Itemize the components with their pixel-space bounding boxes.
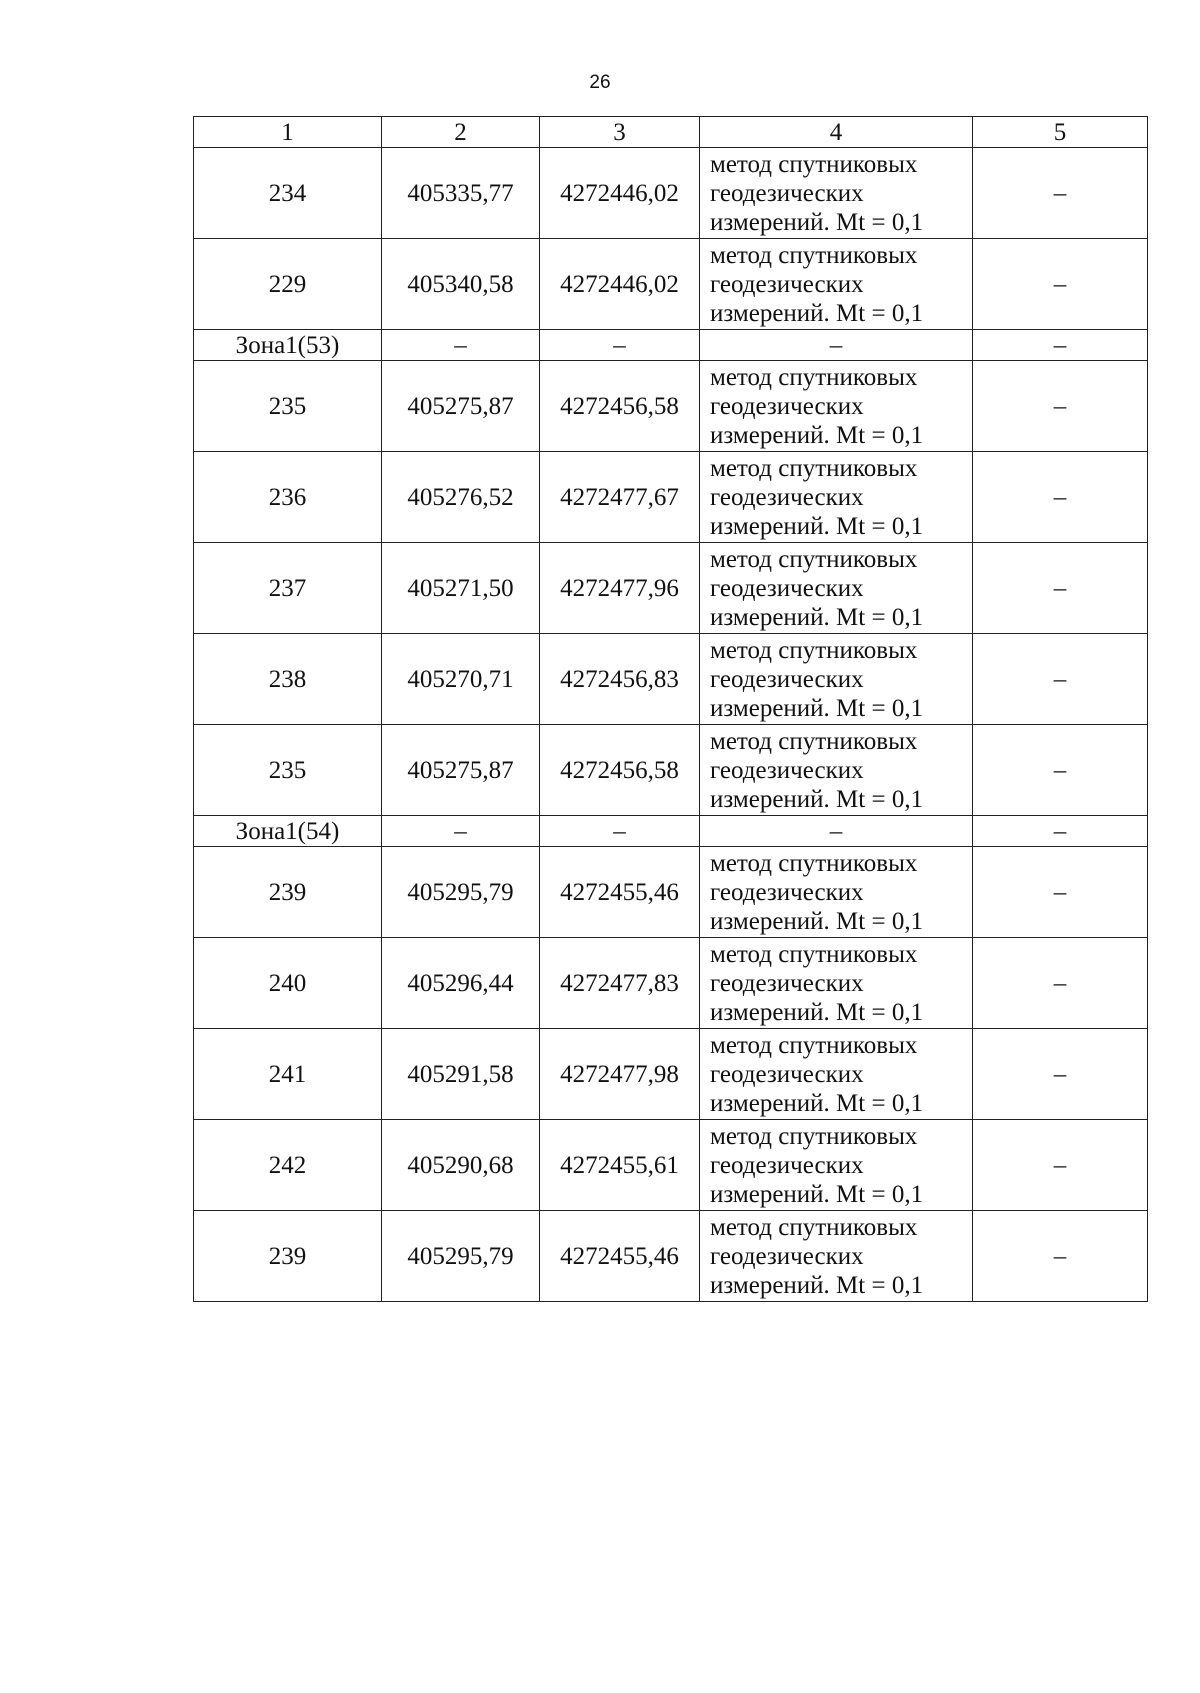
method-line: измерений. Mt = 0,1: [710, 603, 924, 631]
dash-cell: –: [973, 816, 1148, 847]
method-line: измерений. Mt = 0,1: [710, 208, 924, 236]
method-line: метод спутниковых: [710, 150, 918, 178]
dash-cell: –: [382, 816, 540, 847]
method-line: геодезических: [710, 483, 864, 511]
method-line: геодезических: [710, 878, 864, 906]
method-line: геодезических: [710, 1151, 864, 1179]
method-cell: [700, 452, 973, 543]
zone-row: [194, 816, 1148, 847]
method-line: метод спутниковых: [710, 1031, 918, 1059]
x-coordinate-cell: 405271,50: [382, 543, 540, 634]
method-line: геодезических: [710, 756, 864, 784]
dash-cell: –: [973, 543, 1148, 634]
point-number-cell: 236: [194, 452, 382, 543]
table-row: [194, 725, 1148, 816]
x-coordinate-cell: 405275,87: [382, 725, 540, 816]
y-coordinate-cell: 4272456,58: [540, 725, 700, 816]
method-cell: [700, 239, 973, 330]
method-cell: [700, 938, 973, 1029]
method-line: геодезических: [710, 1242, 864, 1270]
dash-cell: –: [973, 330, 1148, 361]
table-row: [194, 148, 1148, 239]
point-number-cell: 229: [194, 239, 382, 330]
dash-cell: –: [973, 1029, 1148, 1120]
table-row: [194, 847, 1148, 938]
zone-label-cell: Зона1(54): [194, 816, 382, 847]
x-coordinate-cell: 405335,77: [382, 148, 540, 239]
method-line: измерений. Mt = 0,1: [710, 299, 924, 327]
dash-cell: –: [973, 725, 1148, 816]
method-cell: [700, 725, 973, 816]
method-cell: [700, 361, 973, 452]
dash-cell: –: [382, 330, 540, 361]
point-number-cell: 238: [194, 634, 382, 725]
dash-cell: –: [973, 634, 1148, 725]
header-cell-4: 4: [700, 117, 973, 148]
method-line: геодезических: [710, 969, 864, 997]
method-cell: [700, 1029, 973, 1120]
zone-label-cell: Зона1(53): [194, 330, 382, 361]
x-coordinate-cell: 405290,68: [382, 1120, 540, 1211]
method-line: измерений. Mt = 0,1: [710, 694, 924, 722]
method-line: метод спутниковых: [710, 727, 918, 755]
point-number-cell: 239: [194, 1211, 382, 1302]
method-line: геодезических: [710, 392, 864, 420]
zone-row: [194, 330, 1148, 361]
header-cell-2: 2: [382, 117, 540, 148]
y-coordinate-cell: 4272446,02: [540, 148, 700, 239]
dash-cell: –: [700, 816, 973, 847]
dash-cell: –: [540, 816, 700, 847]
method-line: геодезических: [710, 1060, 864, 1088]
method-line: измерений. Mt = 0,1: [710, 1089, 924, 1117]
table-row: [194, 1120, 1148, 1211]
method-line: геодезических: [710, 665, 864, 693]
table-row: [194, 239, 1148, 330]
method-line: геодезических: [710, 574, 864, 602]
y-coordinate-cell: 4272477,98: [540, 1029, 700, 1120]
point-number-cell: 235: [194, 361, 382, 452]
y-coordinate-cell: 4272455,61: [540, 1120, 700, 1211]
dash-cell: –: [973, 239, 1148, 330]
method-line: измерений. Mt = 0,1: [710, 998, 924, 1026]
x-coordinate-cell: 405296,44: [382, 938, 540, 1029]
dash-cell: –: [973, 847, 1148, 938]
method-line: измерений. Mt = 0,1: [710, 907, 924, 935]
x-coordinate-cell: 405276,52: [382, 452, 540, 543]
method-line: измерений. Mt = 0,1: [710, 512, 924, 540]
y-coordinate-cell: 4272455,46: [540, 847, 700, 938]
method-line: геодезических: [710, 179, 864, 207]
table-row: [194, 938, 1148, 1029]
point-number-cell: 240: [194, 938, 382, 1029]
y-coordinate-cell: 4272446,02: [540, 239, 700, 330]
y-coordinate-cell: 4272477,83: [540, 938, 700, 1029]
method-line: измерений. Mt = 0,1: [710, 1180, 924, 1208]
dash-cell: –: [973, 1120, 1148, 1211]
method-line: метод спутниковых: [710, 1213, 918, 1241]
method-cell: [700, 847, 973, 938]
page-number: 26: [589, 72, 611, 93]
table-row: [194, 1211, 1148, 1302]
point-number-cell: 239: [194, 847, 382, 938]
method-cell: [700, 148, 973, 239]
method-cell: [700, 634, 973, 725]
dash-cell: –: [973, 361, 1148, 452]
method-line: геодезических: [710, 270, 864, 298]
y-coordinate-cell: 4272477,96: [540, 543, 700, 634]
method-line: метод спутниковых: [710, 1122, 918, 1150]
header-cell-5: 5: [973, 117, 1148, 148]
point-number-cell: 242: [194, 1120, 382, 1211]
table-row: [194, 361, 1148, 452]
method-cell: [700, 1211, 973, 1302]
dash-cell: –: [973, 452, 1148, 543]
x-coordinate-cell: 405295,79: [382, 1211, 540, 1302]
x-coordinate-cell: 405340,58: [382, 239, 540, 330]
method-line: метод спутниковых: [710, 940, 918, 968]
point-number-cell: 237: [194, 543, 382, 634]
method-line: метод спутниковых: [710, 454, 918, 482]
table-row: [194, 452, 1148, 543]
x-coordinate-cell: 405291,58: [382, 1029, 540, 1120]
method-line: метод спутниковых: [710, 363, 918, 391]
x-coordinate-cell: 405295,79: [382, 847, 540, 938]
method-cell: [700, 543, 973, 634]
x-coordinate-cell: 405270,71: [382, 634, 540, 725]
y-coordinate-cell: 4272456,58: [540, 361, 700, 452]
y-coordinate-cell: 4272456,83: [540, 634, 700, 725]
method-cell: [700, 1120, 973, 1211]
point-number-cell: 241: [194, 1029, 382, 1120]
dash-cell: –: [973, 938, 1148, 1029]
table-row: [194, 1029, 1148, 1120]
method-line: метод спутниковых: [710, 545, 918, 573]
table-row: [194, 634, 1148, 725]
dash-cell: –: [700, 330, 973, 361]
dash-cell: –: [973, 1211, 1148, 1302]
table-row: [194, 543, 1148, 634]
header-cell-3: 3: [540, 117, 700, 148]
point-number-cell: 235: [194, 725, 382, 816]
x-coordinate-cell: 405275,87: [382, 361, 540, 452]
method-line: метод спутниковых: [710, 241, 918, 269]
coordinates-table: [193, 116, 1148, 1302]
header-cell-1: 1: [194, 117, 382, 148]
table-body: [194, 117, 1148, 1302]
method-line: метод спутниковых: [710, 636, 918, 664]
method-line: измерений. Mt = 0,1: [710, 1271, 924, 1299]
method-line: метод спутниковых: [710, 849, 918, 877]
method-line: измерений. Mt = 0,1: [710, 785, 924, 813]
y-coordinate-cell: 4272455,46: [540, 1211, 700, 1302]
method-line: измерений. Mt = 0,1: [710, 421, 924, 449]
dash-cell: –: [540, 330, 700, 361]
header-row: [194, 117, 1148, 148]
dash-cell: –: [973, 148, 1148, 239]
point-number-cell: 234: [194, 148, 382, 239]
y-coordinate-cell: 4272477,67: [540, 452, 700, 543]
